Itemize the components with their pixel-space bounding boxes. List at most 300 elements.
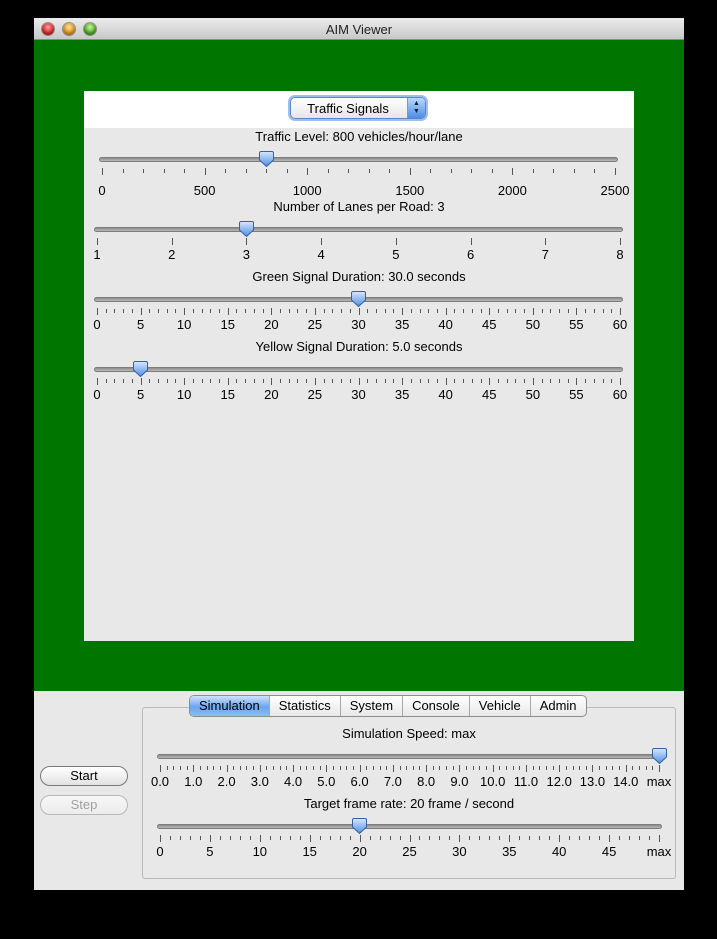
tab-vehicle[interactable]: Vehicle [470, 696, 531, 716]
tick-mark [280, 379, 281, 383]
tick-mark [132, 379, 133, 383]
tick-mark [471, 169, 472, 173]
tick-mark [266, 169, 267, 173]
yellow-signal-duration-ticks [97, 378, 620, 386]
tick-mark [429, 836, 430, 840]
tick-mark [160, 835, 161, 842]
simulation-canvas[interactable] [34, 40, 684, 691]
tick-mark [446, 308, 447, 315]
tick-mark [184, 308, 185, 315]
tick-mark [659, 835, 660, 842]
tab-simulation[interactable]: Simulation [190, 696, 270, 716]
tick-label: 0 [98, 183, 106, 198]
tick-label: 20 [264, 317, 279, 332]
tick-mark [439, 766, 440, 770]
tick-mark [533, 308, 534, 315]
tick-mark [141, 378, 142, 385]
tick-mark [512, 168, 513, 175]
tick-mark [446, 766, 447, 770]
tick-mark [253, 766, 254, 770]
tick-mark [97, 378, 98, 385]
tab-admin[interactable]: Admin [539, 698, 577, 713]
tick-mark [300, 766, 301, 770]
tick-mark [576, 378, 577, 385]
tick-mark [493, 765, 494, 772]
tick-mark [306, 379, 307, 383]
tick-mark [320, 766, 321, 770]
tick-label: 20 [264, 387, 279, 402]
setup-panel-header [84, 91, 634, 128]
tick-mark [420, 309, 421, 313]
tick-label: 45 [482, 317, 497, 332]
tick-mark [579, 766, 580, 770]
tick-label: 15 [302, 844, 317, 859]
tick-mark [459, 835, 460, 842]
tick-mark [300, 836, 301, 840]
tick-mark [97, 308, 98, 315]
tick-mark [386, 766, 387, 770]
tick-label: 60 [612, 317, 628, 332]
tick-mark [266, 766, 267, 770]
tick-label: 8.0 [417, 774, 436, 789]
tick-mark [433, 766, 434, 770]
tick-label: 4 [317, 247, 325, 262]
yellow-signal-duration-label: Yellow Signal Duration: 5.0 seconds [255, 339, 463, 354]
tick-mark [202, 379, 203, 383]
simulation-speed-ticks [160, 765, 659, 773]
green-signal-duration-slider-group [84, 269, 634, 339]
tick-mark [270, 836, 271, 840]
yellow-signal-duration-slider-track[interactable] [94, 367, 623, 372]
tick-mark [210, 379, 211, 383]
tick-mark [646, 766, 647, 770]
tick-mark [620, 378, 621, 385]
tick-mark [240, 766, 241, 770]
tick-mark [263, 379, 264, 383]
tick-mark [586, 766, 587, 770]
tick-mark [340, 766, 341, 770]
tick-mark [315, 378, 316, 385]
tick-mark [526, 765, 527, 772]
tick-mark [492, 169, 493, 173]
lanes-per-road-slider-track[interactable] [94, 227, 623, 232]
target-frame-rate-ticks [160, 835, 659, 843]
tick-mark [463, 379, 464, 383]
tick-mark [533, 766, 534, 770]
tick-mark [132, 309, 133, 313]
tick-label: 35 [502, 844, 517, 859]
tick-mark [509, 835, 510, 842]
tick-mark [428, 309, 429, 313]
tick-mark [499, 836, 500, 840]
traffic-level-slider-thumb[interactable] [259, 151, 274, 167]
tick-mark [359, 378, 360, 385]
tick-mark [333, 766, 334, 770]
tick-mark [573, 766, 574, 770]
tick-mark [559, 309, 560, 313]
tick-mark [106, 309, 107, 313]
tick-mark [519, 766, 520, 770]
tick-mark [123, 169, 124, 173]
tick-label: 10 [252, 844, 268, 859]
tick-label: 40 [438, 387, 453, 402]
tick-mark [340, 836, 341, 840]
tick-mark [466, 766, 467, 770]
tick-mark [599, 836, 600, 840]
tick-mark [411, 309, 412, 313]
tick-mark [360, 765, 361, 772]
tick-mark [246, 169, 247, 173]
tick-mark [219, 379, 220, 383]
tick-mark [545, 238, 546, 245]
tick-mark [451, 169, 452, 173]
tick-mark [170, 836, 171, 840]
tick-label: 45 [601, 844, 617, 859]
tick-mark [330, 836, 331, 840]
tick-label: 50 [525, 317, 541, 332]
tick-mark [620, 238, 621, 245]
lanes-per-road-slider-group [84, 199, 634, 269]
tick-mark [346, 766, 347, 770]
tick-label: 5 [136, 317, 145, 332]
tick-mark [507, 309, 508, 313]
tick-mark [498, 379, 499, 383]
control-panel [34, 691, 684, 890]
tick-mark [245, 309, 246, 313]
tick-mark [180, 766, 181, 770]
tick-mark [324, 379, 325, 383]
tick-label: 1.0 [184, 774, 203, 789]
tick-mark [529, 836, 530, 840]
updown-arrows-icon: ▲ ▼ [407, 98, 425, 118]
tick-mark [574, 169, 575, 173]
tick-mark [220, 766, 221, 770]
tick-label: 8 [616, 247, 624, 262]
tick-mark [320, 836, 321, 840]
tick-mark [289, 379, 290, 383]
tick-mark [603, 309, 604, 313]
tick-mark [246, 238, 247, 245]
tick-mark [533, 378, 534, 385]
tick-mark [175, 379, 176, 383]
tick-mark [97, 238, 98, 245]
tick-mark [652, 766, 653, 770]
tick-mark [230, 836, 231, 840]
tick-label: 10 [176, 317, 192, 332]
tick-mark [240, 836, 241, 840]
tick-mark [553, 766, 554, 770]
tick-mark [566, 766, 567, 770]
tick-mark [385, 309, 386, 313]
tick-mark [167, 766, 168, 770]
tick-mark [393, 765, 394, 772]
tick-mark [141, 308, 142, 315]
tick-label: 0 [156, 844, 164, 859]
tab-console[interactable]: Console [403, 696, 470, 716]
tick-mark [228, 308, 229, 315]
tick-mark [184, 169, 185, 173]
tick-mark [271, 308, 272, 315]
tick-mark [515, 379, 516, 383]
tick-mark [611, 379, 612, 383]
tick-mark [373, 766, 374, 770]
tick-mark [260, 835, 261, 842]
tick-mark [428, 379, 429, 383]
start-button[interactable]: Start [40, 766, 128, 786]
intersection-mode-value: Traffic Signals [307, 101, 389, 116]
simulation-speed-slider-thumb[interactable] [652, 748, 667, 764]
tick-mark [463, 309, 464, 313]
tick-mark [210, 835, 211, 842]
tick-label: 7.0 [383, 774, 402, 789]
tick-mark [149, 309, 150, 313]
target-frame-rate-slider-track[interactable] [157, 824, 662, 829]
tick-mark [481, 379, 482, 383]
tick-label: 6 [466, 247, 475, 262]
step-button[interactable]: Step [40, 795, 128, 815]
yellow-signal-duration-slider-thumb[interactable] [133, 361, 148, 377]
tick-mark [332, 309, 333, 313]
simulation-speed-label: Simulation Speed: max [342, 726, 476, 741]
tick-mark [193, 309, 194, 313]
tick-mark [207, 766, 208, 770]
tick-mark [158, 309, 159, 313]
tick-label: 25 [307, 387, 323, 402]
tick-mark [469, 836, 470, 840]
tick-mark [437, 379, 438, 383]
tick-mark [210, 309, 211, 313]
tick-mark [254, 309, 255, 313]
tick-mark [396, 238, 397, 245]
tick-mark [576, 308, 577, 315]
tick-mark [592, 765, 593, 772]
tick-mark [350, 836, 351, 840]
tick-mark [307, 168, 308, 175]
tick-mark [297, 309, 298, 313]
tick-mark [420, 379, 421, 383]
tick-mark [481, 309, 482, 313]
tick-mark [213, 766, 214, 770]
tick-mark [402, 308, 403, 315]
tick-mark [376, 379, 377, 383]
tick-mark [489, 836, 490, 840]
tick-label: 3.0 [250, 774, 269, 789]
tick-mark [454, 379, 455, 383]
tick-mark [250, 836, 251, 840]
tick-mark [609, 835, 610, 842]
tick-mark [143, 169, 144, 173]
tick-mark [559, 379, 560, 383]
tick-mark [290, 836, 291, 840]
title-bar[interactable] [34, 18, 684, 40]
green-signal-duration-slider-thumb[interactable] [351, 291, 366, 307]
tick-label: 0 [93, 387, 101, 402]
tick-mark [366, 766, 367, 770]
tick-mark [519, 836, 520, 840]
tick-mark [594, 379, 595, 383]
green-signal-duration-label: Green Signal Duration: 30.0 seconds [252, 269, 466, 284]
tick-mark [114, 309, 115, 313]
tick-label: max [646, 774, 672, 789]
tick-mark [187, 766, 188, 770]
tick-mark [639, 766, 640, 770]
tick-mark [164, 169, 165, 173]
tick-mark [184, 378, 185, 385]
tick-mark [603, 379, 604, 383]
tick-label: 10.0 [480, 774, 506, 789]
tick-mark [419, 836, 420, 840]
tick-mark [297, 379, 298, 383]
tick-mark [453, 766, 454, 770]
tick-mark [615, 168, 616, 175]
tick-mark [585, 379, 586, 383]
tick-mark [649, 836, 650, 840]
tick-mark [507, 379, 508, 383]
tick-mark [102, 168, 103, 175]
tick-mark [385, 379, 386, 383]
tick-label: 15 [220, 387, 235, 402]
tick-mark [626, 765, 627, 772]
tick-mark [245, 379, 246, 383]
target-frame-rate-slider-thumb[interactable] [352, 818, 367, 834]
tick-mark [280, 766, 281, 770]
tick-mark [380, 836, 381, 840]
tick-mark [550, 379, 551, 383]
tick-mark [205, 168, 206, 175]
traffic-level-ticks [102, 168, 615, 176]
tick-mark [449, 836, 450, 840]
tick-mark [219, 309, 220, 313]
tick-label: 0.0 [150, 774, 170, 789]
tick-mark [410, 168, 411, 175]
tick-label: 40 [438, 317, 453, 332]
lanes-per-road-label: Number of Lanes per Road: 3 [273, 199, 445, 214]
tick-mark [236, 309, 237, 313]
tick-mark [332, 379, 333, 383]
tick-mark [419, 766, 420, 770]
tick-label: 10 [176, 387, 192, 402]
tick-mark [472, 309, 473, 313]
tick-mark [350, 379, 351, 383]
tab-statistics[interactable]: Statistics [270, 696, 341, 716]
tick-mark [446, 378, 447, 385]
tick-mark [472, 379, 473, 383]
simulation-speed-slider-group [143, 726, 675, 796]
lanes-per-road-ticks [97, 238, 620, 246]
tick-mark [348, 169, 349, 173]
tick-mark [393, 309, 394, 313]
tick-label: 55 [569, 387, 584, 402]
tick-mark [454, 309, 455, 313]
tick-mark [369, 169, 370, 173]
tick-label: 30 [452, 844, 467, 859]
tick-mark [167, 309, 168, 313]
tick-mark [513, 766, 514, 770]
tick-mark [328, 169, 329, 173]
tick-mark [367, 309, 368, 313]
tick-mark [225, 169, 226, 173]
tick-mark [553, 169, 554, 173]
tick-label: 9.0 [450, 774, 469, 789]
tick-mark [227, 765, 228, 772]
green-signal-duration-ticks [97, 308, 620, 316]
tick-mark [639, 836, 640, 840]
control-tab-pane [142, 707, 676, 879]
tick-label: 25 [402, 844, 417, 859]
tick-mark [437, 309, 438, 313]
tick-mark [390, 836, 391, 840]
tick-label: 25 [307, 317, 323, 332]
tick-label: 12.0 [546, 774, 572, 789]
tick-mark [393, 379, 394, 383]
tick-mark [175, 309, 176, 313]
tick-mark [410, 835, 411, 842]
tick-mark [246, 766, 247, 770]
tick-mark [559, 765, 560, 772]
tick-mark [569, 836, 570, 840]
tick-mark [280, 309, 281, 313]
tick-mark [439, 836, 440, 840]
tick-mark [524, 309, 525, 313]
tick-label: 2 [168, 247, 176, 262]
tick-mark [310, 835, 311, 842]
traffic-level-slider-track[interactable] [99, 157, 618, 162]
tick-mark [263, 309, 264, 313]
tick-mark [539, 836, 540, 840]
tick-label: 7 [541, 247, 549, 262]
tick-mark [515, 309, 516, 313]
tick-label: 13.0 [579, 774, 606, 789]
tick-mark [202, 309, 203, 313]
lanes-per-road-slider-thumb[interactable] [239, 221, 254, 237]
tick-mark [550, 309, 551, 313]
window-title: AIM Viewer [325, 22, 393, 37]
intersection-mode-select[interactable] [290, 97, 426, 119]
tab-system[interactable]: System [341, 696, 403, 716]
tick-mark [546, 766, 547, 770]
tick-mark [190, 836, 191, 840]
tick-mark [486, 766, 487, 770]
yellow-signal-duration-slider-group [84, 339, 634, 409]
setup-panel [84, 91, 634, 641]
tick-mark [200, 836, 201, 840]
target-frame-rate-slider-group [143, 796, 675, 866]
tick-mark [629, 836, 630, 840]
tick-mark [568, 309, 569, 313]
tick-mark [350, 309, 351, 313]
simulation-speed-slider-track[interactable] [157, 754, 662, 759]
tick-mark [489, 308, 490, 315]
tick-mark [606, 766, 607, 770]
tab-bar [189, 695, 587, 717]
tick-mark [260, 765, 261, 772]
tick-mark [389, 169, 390, 173]
tick-mark [233, 766, 234, 770]
tick-label: 3 [242, 247, 251, 262]
tick-label: max [646, 844, 672, 859]
tick-mark [324, 309, 325, 313]
tick-mark [406, 766, 407, 770]
tick-label: 4.0 [284, 774, 303, 789]
tick-mark [341, 309, 342, 313]
tick-mark [471, 238, 472, 245]
tick-label: 5.0 [317, 774, 336, 789]
tick-mark [430, 169, 431, 173]
tick-mark [426, 765, 427, 772]
tick-mark [594, 309, 595, 313]
tick-mark [220, 836, 221, 840]
tick-mark [321, 238, 322, 245]
